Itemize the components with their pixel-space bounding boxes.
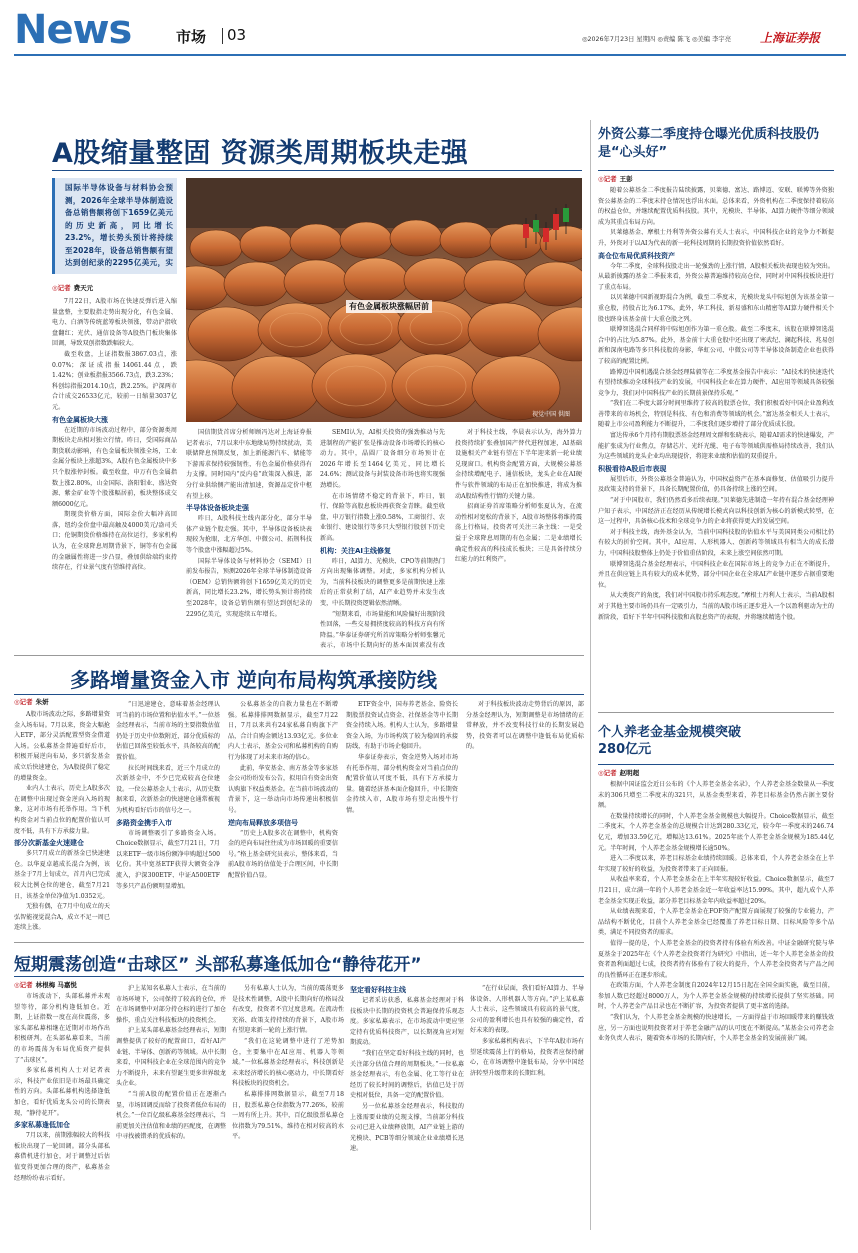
- rt-para5: 联博智选混合同样将中际旭创作为第一重仓股。截至二季度末，该股在联博智选混合中的占比为5.87%。此外，基金前十大重仓股中还出现了寒武纪、澜起科技、兆易创新和深南电路等多只科技股的身影，华虹公司、中微公司等半导体设备制造企业也获得了较高的配置比例。: [598, 326, 834, 365]
- main-para6: 在市场情绪不稳定的背景下，昨日，银行、保险等高股息板块再获资金青睐。截至收盘，申万银行指数上涨0.58%，工商银行、农业银行、建设银行等多只大型银行股创下历史新高。: [320, 492, 445, 542]
- paper-logo: 上海证券报: [760, 31, 821, 45]
- bot-para1: 市场波动下，头部私募并未观望等待，部分机构逢低加仓。近期，上证指数一度在高位震荡，多家头部私募相继在近期对市场作出积极研判。在头部私募看来，当前的市场震荡为布局优质资产提供了“击球区”。: [14, 993, 110, 1064]
- mid-para3: 多只7月成立的新基金已快速建仓。以华夏卓越成长混合为例，该基金于7月上旬成立，首月内已完成较大比例仓位的建仓，截至7月21日，该基金单位净值为1.0352元。: [14, 850, 110, 900]
- rt-para3: 今年二季度，全球科技股走出一轮强劲的上涨行情，A股相关板块表现也较为突出。从最新披露的基金二季报来看，外资公募普遍维持较高仓位，同时对中国科技板块进行了重点布局。: [598, 262, 834, 291]
- photo-caption: 有色金属板块涨幅居前: [346, 300, 432, 313]
- bot-para3: 7月以来，前期涨幅较大的科技板块出现了一轮回调。部分头部私募借机进行加仓，对于调整过后估值变得更加合理的资产，私募基金经理纷纷表示看好。: [14, 1132, 110, 1182]
- mid-sub3: 逆向布局释放多项信号: [228, 818, 298, 827]
- bot-para10: 记者采访获悉，私募基金经理对于科技板块中长期的投资机会普遍保持乐观态度。多家私募表示，在市场波动中更应坚定持有优质科技资产，以长期视角应对短期波动。: [350, 997, 464, 1047]
- main-para3: 在近期的市场波动过程中，部分资源类周期板块走出相对独立行情。昨日，受国际商品期货联动影响，有色金属板块领涨全场，工业金属分板块上涨超3%，A股有色金属板块中多只个股涨停封板。截至收盘，申万有色金属指数上涨2.80%，山金国际、洛阳钼业、盛达资源、紫金矿业等个股涨幅居前，板块整体成交额6000亿元。: [52, 426, 177, 508]
- bottom-author: ◎记者 林根梅 马嘉悦: [14, 981, 77, 989]
- section-name: 市场: [176, 28, 207, 46]
- rt-sub2: 积极看待A股后市表现: [598, 464, 667, 473]
- photo-credit: 视觉中国 供图: [532, 411, 570, 418]
- rt-para8: 富达传承6个月持有期股票基金经理周文群和张晓表示，随着AI需求的快速爆发，产能扩张成为行业焦点，存储芯片、光纤光缆、电子布等领域供需格局持续改善，我们认为这些领域的龙头企业均出现提价，将迎来业绩和估值的双重提升。: [598, 432, 834, 461]
- main-para4: 期现货价格方面，国际金价大幅冲高回落，纽约金价盘中最高触及4000美元/盎司关口；伦铜期货价格维持在高位运行，多家机构认为，在全球降息周期背景下，铜等有色金属的金融属性将进一步凸显，叠加供给端约束持续存在，行业景气度有望维持高位。: [52, 511, 177, 572]
- main-headline: A股缩量整固 资源类周期板块走强: [52, 138, 469, 169]
- page-number: 03: [227, 26, 247, 44]
- rt-para9: 展望后市，外资公募基金普遍认为，中国权益资产在基本面修复、估值吸引力提升及政策支持的背景下，具备长期配置价值，仍具备持续上涨的空间。: [598, 475, 834, 494]
- rm-para2: 在数量持续增长的同时，个人养老金基金规模也大幅提升。Choice数据显示，截至二季度末，个人养老金基金的总规模合计达到280.33亿元，较今年一季度末的246.74亿元，增加33.59亿元，增幅达13.61%。2025年底个人养老金基金规模为185.44亿元。半年时间，个人养老金基金规模增长逾50%。: [598, 812, 834, 852]
- main-para13: 招商证券首席策略分析师张夏认为，在流动性相对宽松的背景下，A股市场整体将维持震荡上行格局，投资者可关注三条主线：一是受益于全球降息周期的有色金属；二是业绩增长确定性较高的科技成长板块；三是具备持续分红能力的红利资产。: [455, 503, 582, 564]
- main-lead-box: [52, 178, 177, 274]
- bot-para11: “我们在坚定看好科技主线的同时，也关注部分估值合理的周期板块。”一位私募基金经理表示，有色金属、化工等行业在经历了较长时间的调整后，估值已处于历史相对低位，具备一定的配置价值。: [350, 1049, 464, 1100]
- rm-para6: 值得一提的是，个人养老金基金的投资者持有体验有所改善。中证金融研究院与华夏基金于2025年在《个人养老金投资者行为研究》中指出，近一年个人养老金基金的投资者盈利面超过七成，投资者持有体验有了较大的提升，个人养老金投资者与产品之间的良性循环正在逐步形成。: [598, 939, 834, 979]
- main-para7: 昨日，A股科技主线内部分化，部分半导体产业链个股走强。其中，半导体设备板块表现较为抢眼，北方华创、中微公司、拓荆科技等个股盘中涨幅超过5%。: [186, 515, 312, 554]
- bot-para4: 沪上某知名私募人士表示，在当前的市场环境下，公司保持了较高的仓位，并在市场调整中对部分持仓标的进行了加仓操作，重点关注科技板块的投资机会。: [116, 985, 226, 1024]
- main-sub2: 半导体设备板块走强: [186, 504, 249, 513]
- main-sub3: 机构：关注AI主线修复: [320, 546, 392, 555]
- mid-para1: A股市场波动之际，多路增量资金入场布局。7月以来，资金大幅抢入ETF，部分灵活配置型资金借道入场。公私募基金普遍看好后市，积极开展逆向布局，多只新发基金成立后快速建仓，为A股提供了稳定的增量资金。: [14, 711, 110, 782]
- mid-sub2: 多路资金携手入市: [116, 818, 172, 827]
- bot-para7: 另有私募人士认为，当前的震荡更多是技术性调整，A股中长期向好的格局没有改变，投资者不宜过度悲观。在流动性充裕、政策支持持续的背景下，A股市场有望迎来新一轮的上涨行情。: [232, 985, 344, 1035]
- mid-para12: 华泰证券表示，资金逆势入场对市场有托举作用，部分机构资金对当前点位的配置价值认可度不低，具有下方承接力量。随着经济基本面企稳回升，中长期资金持续入市，A股市场有望走出慢牛行情。: [346, 753, 458, 814]
- mid-para13: 对于科技板块波动走势背后的原因，部分基金经理认为，短期调整是市场情绪的正常释放，并不改变科技行业的长期发展趋势，投资者可以在调整中逢低布局优质标的。: [466, 701, 584, 751]
- rt-para4: 以贝莱德中国新视野混合为例，截至二季度末，光模块龙头中际旭创为该基金第一重仓股，持股占比为6.17%，此外，华工科技、新易盛和东山精密等AI算力硬件相关个股也跻身该基金前十大重仓股之列。: [598, 294, 834, 323]
- main-para12: 对于科技主线，李晨表示认为，海外算力投资持续扩张叠加国产替代进程加速，AI基础设施相关产业链有望在下半年迎来新一轮业绩兑现窗口。机构资金配置方面，大规模公募基金持续增配电子、通信板块，龙头企业在AI硬件与软件领域的布局正在加快推进，将成为推动A股结构性行情的关键力量。: [455, 429, 582, 500]
- bot-para6: “当前A股的配置价值正在逐渐凸显，市场回调反而给了投资者低位布局的机会。”一位百亿级私募基金经理表示，当前更加关注估值和业绩的匹配度，在调整中寻找被错杀的优质标的。: [116, 1090, 226, 1141]
- rm-para5: 从业绩表现来看，个人养老金基金在FOF资产配置方面展现了较强的专业能力，产品结构不断优化，目前个人养老金基金已经覆盖了养老目标日期、目标风险等多个品类，满足不同投资者的需求。: [598, 908, 834, 937]
- bot-para14: 多家私募机构表示，下半年A股市场有望延续震荡上行的格局，投资者应保持耐心，在市场调整中逢低布局，分享中国经济转型升级带来的长期红利。: [470, 1037, 584, 1077]
- main-para11: “短期来看，市场量能和风险偏好出现阶段性回落，一些交易拥挤度较高的科技方向有所降温。”华泰证券研究所首席策略分析师张馨元表示，市场中长期向好的基本面因素没有改: [320, 610, 445, 649]
- rm-para1: 根据中国证监会近日公布的《个人养老金基金名录》，个人养老金基金数量从一季度末的306只增至二季度末的321只，从基金类型来看，养老目标基金仍然占据主要份额。: [598, 781, 834, 810]
- right-top-headline: 外资公募二季度持仓曝光优质科技股仍是“心头好”: [598, 127, 820, 160]
- right-top-author: ◎记者 王彭: [598, 175, 633, 183]
- rm-para4: 从收益率来看，个人养老金基金在上半年实现较好收益。Choice数据显示，截至7月21日，成立满一年的个人养老金基金近一年收益率达15.99%。其中，超九成个人养老金基金实现正收益，部分养老目标基金年内收益率超过20%。: [598, 876, 834, 905]
- mid-para9: 此前，华安基金、南方基金等多家基金公司纷纷发布公告，拟用自有资金出资认购旗下权益类基金。在当前市场波动的背景下，这一举动向市场传递出积极信号。: [228, 764, 338, 814]
- bot-sub2: 坚定看好科技主线: [350, 986, 406, 994]
- main-para8: 国际半导体设备与材料协会（SEMI）日前发布报告，预测2026年全球半导体制造设备（OEM）总销售额将创下1659亿美元的历史新高，同比增长23.2%，增长势头预计将持续至2028年，设备总销售额有望达到创纪录的2295亿美元，实现连续五年增长。: [186, 557, 312, 618]
- news-logo: News: [14, 7, 132, 53]
- mid-para7: 市场调整吸引了多路资金入场。Choice数据显示，截至7月21日，7月以来ETF一级市场份额净申购超过500亿份。其中宽基ETF获得大额资金净流入，沪深300ETF、中证A500ETF等多只产品份额明显增加。: [116, 829, 220, 890]
- bot-para12: 另一位私募基金经理表示，科技股的上涨需要业绩的兑现支撑，当前部分科技公司已进入业绩释放期，AI产业链上游的光模块、PCB等细分领域企业业绩增长迅速。: [350, 1102, 464, 1153]
- main-para2: 截至收盘，上证指数报3867.03点，涨0.07%；深证成指报14061.44点，跌1.42%；创业板指报3566.73点，跌3.23%；科创综指报2014.10点，跌2.25%。沪深两市合计成交26533亿元，较前一日缩量3037亿元。: [52, 350, 177, 411]
- mid-para2: 业内人士表示，历史上A股多次在调整中出现过资金逆向入场的现象，这对市场有托举作用。当下机构资金对当前点位的配置价值认可度不低，具有下方承接力量。: [14, 785, 110, 835]
- rt-para1: 随着公募基金二季度报告陆续披露，贝莱德、富达、路博迈、安联、联博等外资独资公募基金的二季度末持仓情况也浮出水面。总体来看，外资机构在二季度保持着较高的权益仓位，并继续配置优质科技股。其中，光模块、半导体、AI算力硬件等细分领域成为其重点布局方向。: [598, 187, 834, 226]
- bot-para2: 多家私募机构人士对记者表示，科技产业依旧是市场最具确定性的方向。头部私募机构选择逢低加仓，看好优质龙头公司的长期表现，“静待花开”。: [14, 1067, 110, 1117]
- rt-para2: 贝莱德基金、摩根士丹利等外资公募有关人士表示，中国科技企业的竞争力不断提升，外资对于以AI为代表的新一轮科技周期的长期投资价值依然看好。: [598, 229, 834, 247]
- main-para5: 国信期货首席分析师顾冯达对上海证券报记者表示，7月以来中东地缘局势持续扰动，美联储降息预期反复，加上新能源汽车、储能等下游需求保持较强韧性，有色金属价格获得有力支撑。同时国内“反内卷”政策深入推进，部分行业供给侧产能出清加速，资源品定价中枢有望上移。: [186, 429, 312, 500]
- issue-meta: ◎2026年7月23日 星期四 ◎责编 陈飞 ◎美编 李宇亮: [582, 36, 731, 43]
- rm-para3: 进入二季度以来，养老目标基金业绩持续回暖。总体来看，个人养老金基金在上半年实现了较好的收益，为投资者带来了正向回报。: [598, 855, 834, 873]
- rt-para10: “对于中国股市，我们仍然看多后续表现。”贝莱德先进制造一年持有混合基金经理神户知子表示，中国经济正在经历从传统增长模式向以科技创新为核心的新模式转型，在这一过程中，具备核心技术和全球竞争力的企业将获得更大的发展空间。: [598, 497, 834, 526]
- bot-para5: 沪上某头部私募基金经理表示，短期调整提供了较好的配置窗口，看好AI产业链、半导体、创新药等领域。从中长期来看，中国科技企业在全球范围内的竞争力不断提升，未来有望诞生更多世界级龙头企业。: [116, 1027, 226, 1088]
- right-mid-author: ◎记者 赵明超: [598, 769, 640, 777]
- rm-para8: “我们认为，个人养老金基金规模的快速增长，一方面得益于市场回暖带来的赚钱效应，另一方面也说明投资者对于养老金融产品的认可度在不断提高。”某基金公司养老金业务负责人表示，随着资本市场的长期向好，个人养老金基金的发展前景广阔。: [598, 1014, 834, 1043]
- mid-para11: ETF资金中，国寿养老基金、险资长期股票投资试点资金、社保基金等中长期资金持续入场。机构人士认为，多路增量资金入场，为市场构筑了较为稳固的承接防线，有助于市场企稳回升。: [346, 701, 458, 751]
- rt-para12: 联博智选混合基金经理表示，中国科技企业在国际市场上的竞争力正在不断提升，并且在供应链上具有较大的成本优势，部分中国企业在全球AI产业链中逐步占据重要地位。: [598, 560, 834, 589]
- mid-sub1: 部分次新基金火速建仓: [14, 839, 84, 848]
- mid-para10: “历史上A股多次在调整中，机构资金的逆向布局往往成为市场回暖的重要信号。”格上基金研究员表示，整体来看，当前A股市场的估值处于合理区间，中长期配置价值凸显。: [228, 829, 338, 879]
- bot-para8: “我们在这轮调整中进行了逆势加仓，主要集中在AI应用、机器人等领域。”一位私募基金经理表示，科技创新是未来经济增长的核心驱动力，中长期看好科技板块的投资机会。: [232, 1037, 344, 1088]
- rt-para6: 路博迈中国机遇混合基金经理陆毅等在二季度基金报告中表示：“AI技术的快速迭代有望持续推动全球科技产业的发展，中国科技企业在算力硬件、AI应用等领域具备较强竞争力，我们对中国科技产业的长期前景保持乐观。”: [598, 368, 834, 397]
- rt-para13: 从大类资产的角度，我们对中国股市持乐观态度。”摩根士丹利人士表示，当前A股相对于其他主要市场仍具有一定吸引力，当前的A股市场正逐步进入一个以盈利驱动为主的新阶段，看好下半年中国科技股和高股息资产的表现，并将继续精选个股。: [598, 592, 834, 621]
- middle-author: ◎记者 朱妍: [14, 698, 49, 706]
- mid-para4: 无独有偶，在7月中旬成立的天弘智能视觉混合A，成立不足一周已连续上涨。: [14, 903, 110, 932]
- main-lead: 国际半导体设备与材料协会预测，2026年全球半导体制造设备总销售额将创下1659亿美元的历史新高，同比增长23.2%，增长势头预计将持续至2028年，设备总销售额有望达到创纪录的2295亿美元，实: [65, 183, 173, 267]
- bot-sub1: 多家私募逢低加仓: [14, 1121, 70, 1130]
- rm-para7: 在政策方面，个人养老金制度自2024年12月15日起在全国全面实施，截至目前，参加人数已经超过8000万人，为个人养老金基金规模的持续增长提供了坚实基础。同时，个人养老金产品目录也在不断扩容，为投资者提供了更丰富的选择。: [598, 982, 834, 1011]
- main-author: ◎记者 费天元: [52, 284, 94, 292]
- right-mid-headline: 个人养老金基金规模突破280亿元: [598, 725, 742, 757]
- bot-para9: 私募排排网数据显示，截至7月18日，股票私募仓位指数为77.26%，较前一周有所上升。其中，百亿级股票私募仓位指数为79.51%，维持在相对较高的水平。: [232, 1090, 344, 1141]
- main-para1: 7月22日，A股市场在快速反弹后进入缩量盘整，主要股指走势出现分化，有色金属、电力、白酒等传统蓝筹板块领涨，带动沪指收盘翻红；光伏、通信设备等A股热门板块集体回调，导致双创指数跌幅较大。: [52, 298, 177, 348]
- mid-para6: 拉长时间线来看，近三个月成立的次新基金中，不少已完成较高仓位建设。一位公募基金人士表示，从历史数据来看，次新基金的快速建仓通常被视为机构看好后市的信号之一。: [116, 764, 220, 814]
- rt-para11: 对于科技主线，海外基金认为，当前中国科技股的估值水平与美国同类公司相比仍有较大的折价空间。其中，AI应用、人形机器人、创新药等领域具有相当大的成长潜力，中国科技股整体上仍处于价值重估阶段，未来上涨空间依然可期。: [598, 528, 834, 557]
- main-sub1: 有色金属板块大涨: [52, 415, 108, 424]
- rt-sub1: 高仓位布局优质科技资产: [598, 251, 675, 260]
- bot-para13: “在行业层面，我们看好AI算力、半导体设备、人形机器人等方向。”沪上某私募人士表示，这些领域具有较高的景气度，公司的盈利增长也具有较强的确定性，看好未来的表现。: [470, 985, 584, 1035]
- bottom-headline: 短期震荡创造“击球区” 头部私募逢低加仓“静待花开”: [14, 955, 422, 975]
- main-para10: 昨日，AI算力、光模块、CPO等前期热门方向出现集体调整。对此，多家机构分析认为，当前科技板块的调整更多是前期快速上涨后的正常获利了结，AI产业趋势并未发生改变，中长期投资逻辑依然清晰。: [320, 557, 445, 607]
- mid-para5: “日迅速建仓，意味着基金经理认可当前的市场位置和估值水平。”一位基金经理表示，当前市场的主要指数估值仍处于历史中位数附近，部分优质标的估值已回落至较低水平，具备较高的配置价值。: [116, 701, 220, 761]
- middle-headline: 多路增量资金入市 逆向布局构筑承接防线: [70, 668, 437, 692]
- main-para9: SEMI认为，AI相关投资的强劲推动与先进制程的产能扩张是推动设备市场增长的核心动力。其中，晶圆厂设备细分市场预计在2026年增长至1464亿美元，同比增长24.6%；测试设备与封装设备市场也将实现强劲增长。: [320, 429, 445, 489]
- market-photo: [186, 178, 582, 422]
- mid-para8: 公私募基金的自救力量也在不断增强。私募排排网数据显示，截至7月22日，7月以来共有24家私募自购旗下产品，合计自购金额达13.93亿元。多位业内人士表示，基金公司和私募机构的自购行为体现了对未来市场的信心。: [228, 701, 338, 761]
- rt-para7: “我们在二季度大部分时间里维持了较高的股票仓位，我们积极看好中国企业盈利改善带来的市场机会，特别是科技、有色和消费等领域的机会。”富达基金相关人士表示，随着上市公司盈利能力不断提升，二季度我们逐步增持了部分优质成长股。: [598, 400, 834, 429]
